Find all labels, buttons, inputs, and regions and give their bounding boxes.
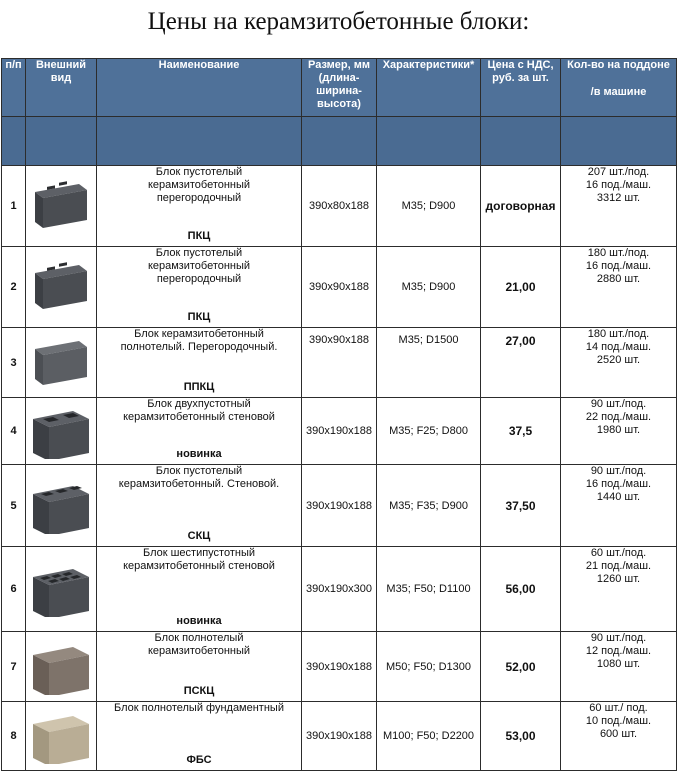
quantity-line: 1260 шт. (596, 573, 641, 585)
product-price: 56,00 (481, 547, 561, 632)
product-name-lines (97, 398, 301, 424)
product-image-cell (26, 328, 97, 398)
product-name (97, 632, 302, 702)
product-image-cell (26, 632, 97, 702)
quantity-line: 1440 шт. (596, 491, 641, 503)
hollow-wall-block-icon (26, 478, 96, 534)
header-row (2, 59, 677, 117)
table-row (2, 702, 677, 771)
product-image-cell (26, 702, 97, 771)
product-name-line: керамзитобетонный. Стеновой. (118, 478, 280, 490)
hollow-partition-block-icon (26, 259, 96, 315)
product-quantity (561, 166, 677, 247)
row-number: 2 (2, 247, 26, 328)
header-char: Характеристики* (377, 59, 481, 117)
product-image-cell (26, 398, 97, 465)
quantity-line: 16 под./маш. (585, 260, 652, 272)
product-price: 21,00 (481, 247, 561, 328)
quantity-line: 60 шт./под. (590, 547, 647, 559)
quantity-line: 22 под./маш. (585, 411, 652, 423)
header-qty-line2: /в машине (590, 86, 647, 98)
product-name-line: керамзитобетонный стеновой (123, 411, 275, 423)
quantity-line: 1980 шт. (596, 424, 641, 436)
quantity-line: 21 под./маш. (585, 560, 652, 572)
product-name (97, 398, 302, 465)
product-name-line: керамзитобетонный (147, 179, 251, 191)
product-name-line: полнотелый. Перегородочный. (120, 341, 278, 353)
product-name-line: Блок шестипустотный (142, 547, 256, 559)
product-quantity (561, 398, 677, 465)
product-price: 37,50 (481, 465, 561, 547)
product-name-line: Блок полнотелый фундаментный (114, 702, 284, 714)
product-name-line: Блок пустотелый (155, 166, 243, 178)
product-characteristics: M35; F35; D900 (377, 465, 481, 547)
product-image-cell (26, 465, 97, 547)
table-row (2, 398, 677, 465)
header-name: Наименование (97, 59, 302, 117)
product-size: 390x90x188 (302, 247, 377, 328)
quantity-line: 90 шт./под. (590, 398, 647, 410)
header-price: Цена с НДС, руб. за шт. (481, 59, 561, 117)
quantity-line: 207 шт./под. (587, 166, 650, 178)
row-number: 7 (2, 632, 26, 702)
product-name-line: керамзитобетонный (147, 260, 251, 272)
quantity-line: 180 шт./под. (587, 328, 650, 340)
quantity-line: 600 шт. (599, 728, 638, 740)
quantity-line: 2520 шт. (596, 354, 641, 366)
row-number: 5 (2, 465, 26, 547)
product-name-line: Блок керамзитобетонный (134, 328, 264, 340)
product-quantity (561, 247, 677, 328)
table-row (2, 547, 677, 632)
product-code: ПСКЦ (183, 685, 215, 697)
product-name-lines (97, 702, 301, 715)
row-number: 6 (2, 547, 26, 632)
quantity-line: 12 под./маш. (585, 645, 652, 657)
product-name-lines (97, 166, 301, 205)
quantity-line: 2880 шт. (596, 273, 641, 285)
product-characteristics: M35; D900 (377, 247, 481, 328)
solid-wall-block-icon (26, 639, 96, 695)
header-qty (561, 59, 677, 117)
product-name-line: Блок пустотелый (155, 465, 243, 477)
product-quantity (561, 702, 677, 771)
hollow-partition-block-icon (26, 178, 96, 234)
six-hollow-wall-block-icon (26, 561, 96, 617)
product-size: 390x190x188 (302, 398, 377, 465)
product-code: ПКЦ (187, 311, 211, 323)
page-title: Цены на керамзитобетонные блоки: (147, 8, 530, 35)
product-name-line: перегородочный (156, 273, 242, 285)
product-code: ППКЦ (183, 381, 215, 393)
product-name-lines (97, 328, 301, 354)
product-code: новинка (176, 615, 222, 627)
product-characteristics: M35; F25; D800 (377, 398, 481, 465)
product-quantity (561, 328, 677, 398)
product-image-cell (26, 547, 97, 632)
table-row (2, 166, 677, 247)
product-size: 390x190x188 (302, 632, 377, 702)
product-size: 390x190x188 (302, 465, 377, 547)
product-name (97, 465, 302, 547)
header-view: Внешний вид (26, 59, 97, 117)
table-row (2, 632, 677, 702)
product-size: 390x190x188 (302, 702, 377, 771)
header-subrow (2, 117, 677, 166)
product-size: 390x80x188 (302, 166, 377, 247)
quantity-line: 180 шт./под. (587, 247, 650, 259)
product-image-cell (26, 247, 97, 328)
product-characteristics: M50; F50; D1300 (377, 632, 481, 702)
product-quantity (561, 465, 677, 547)
product-image-cell (26, 166, 97, 247)
header-num: п/п (2, 59, 26, 117)
product-name-line: Блок полнотелый (154, 632, 244, 644)
product-characteristics: M100; F50; D2200 (377, 702, 481, 771)
product-size: 390x90x188 (302, 328, 377, 398)
product-name-lines (97, 632, 301, 658)
quantity-line: 3312 шт. (596, 192, 641, 204)
quantity-line: 10 под./маш. (585, 715, 652, 727)
product-name (97, 547, 302, 632)
product-name-lines (97, 247, 301, 286)
quantity-line: 90 шт./под. (590, 465, 647, 477)
row-number: 3 (2, 328, 26, 398)
product-quantity (561, 632, 677, 702)
table-row (2, 247, 677, 328)
quantity-line: 1080 шт. (596, 658, 641, 670)
table-row (2, 328, 677, 398)
product-characteristics: M35; F50; D1100 (377, 547, 481, 632)
quantity-line: 90 шт./под. (590, 632, 647, 644)
product-name-line: Блок двухпустотный (147, 398, 251, 410)
product-name-line: керамзитобетонный (147, 645, 251, 657)
product-code: СКЦ (187, 530, 211, 542)
foundation-block-icon (26, 708, 96, 764)
product-code: ФБС (186, 754, 212, 766)
product-quantity (561, 547, 677, 632)
product-price: 27,00 (481, 328, 561, 398)
solid-partition-block-icon (26, 335, 96, 391)
product-characteristics: M35; D900 (377, 166, 481, 247)
product-name (97, 247, 302, 328)
price-table (1, 58, 677, 771)
product-size: 390x190x300 (302, 547, 377, 632)
table-row (2, 465, 677, 547)
product-name-lines (97, 465, 301, 491)
product-code: новинка (176, 448, 222, 460)
product-name-line: Блок пустотелый (155, 247, 243, 259)
product-price: 52,00 (481, 632, 561, 702)
product-name (97, 702, 302, 771)
row-number: 4 (2, 398, 26, 465)
quantity-line: 60 шт./ под. (589, 702, 648, 714)
product-name-line: керамзитобетонный стеновой (123, 560, 275, 572)
product-price: 37,5 (481, 398, 561, 465)
header-size: Размер, мм (длина-ширина-высота) (302, 59, 377, 117)
row-number: 1 (2, 166, 26, 247)
product-characteristics: M35; D1500 (377, 328, 481, 398)
product-name (97, 328, 302, 398)
quantity-line: 16 под./маш. (585, 478, 652, 490)
product-price: 53,00 (481, 702, 561, 771)
two-hollow-wall-block-icon (26, 403, 96, 459)
product-name (97, 166, 302, 247)
product-name-line: перегородочный (156, 192, 242, 204)
header-qty-line1: Кол-во на поддоне (567, 59, 670, 71)
product-name-lines (97, 547, 301, 573)
quantity-line: 16 под./маш. (585, 179, 652, 191)
product-price: договорная (481, 166, 561, 247)
quantity-line: 14 под./маш. (585, 341, 652, 353)
row-number: 8 (2, 702, 26, 771)
product-code: ПКЦ (187, 230, 211, 242)
